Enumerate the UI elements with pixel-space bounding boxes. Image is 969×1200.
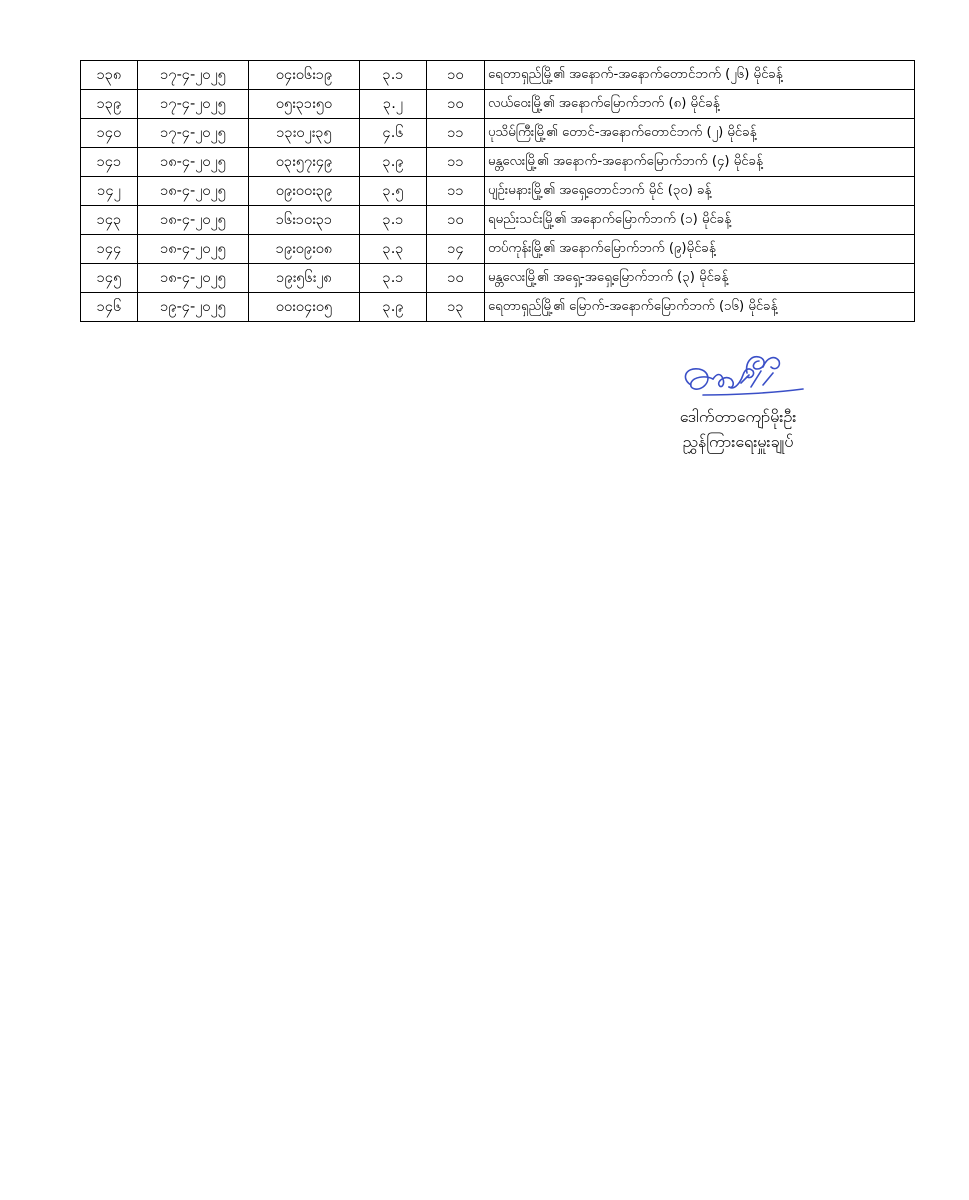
record-location-cell: လယ်ဝေးမြို့၏ အနောက်မြောက်ဘက် (၈) မိုင်ခန့်	[485, 90, 915, 119]
record-number-cell: ၁၄၁	[81, 148, 138, 177]
earthquake-table	[80, 60, 915, 322]
record-location-cell: ရေတာရှည်မြို့၏ အနောက်-အနောက်တောင်ဘက် (၂၆) မိုင်ခန့်	[485, 61, 915, 90]
record-time-cell: ၀၉း၀၀း၃၉	[249, 177, 360, 206]
table-row	[81, 61, 915, 90]
signature-block	[628, 345, 848, 455]
record-number-cell: ၁၄၅	[81, 264, 138, 293]
table-row	[81, 264, 915, 293]
record-date-cell: ၁၉-၄-၂၀၂၅	[138, 293, 249, 322]
record-number-cell: ၁၄၄	[81, 235, 138, 264]
record-magnitude-cell: ၃.၉	[360, 148, 427, 177]
record-depth-cell: ၁၀	[427, 206, 485, 235]
record-depth-cell: ၁၁	[427, 119, 485, 148]
record-time-cell: ၀၄း၀၆း၁၉	[249, 61, 360, 90]
table-row	[81, 293, 915, 322]
record-location-cell: ပျဉ်းမနားမြို့၏ အရှေ့တောင်ဘက် မိုင် (၃၀) ခန့်	[485, 177, 915, 206]
record-magnitude-cell: ၃.၁	[360, 61, 427, 90]
table-row	[81, 148, 915, 177]
record-time-cell: ၁၆း၁၀း၃၁	[249, 206, 360, 235]
record-depth-cell: ၁၁	[427, 177, 485, 206]
record-time-cell: ၀၅း၃၁း၅၀	[249, 90, 360, 119]
record-magnitude-cell: ၃.၁	[360, 264, 427, 293]
record-location-cell: ရေတာရှည်မြို့၏ မြောက်-အနောက်မြောက်ဘက် (၁၆) မိုင်ခန့်	[485, 293, 915, 322]
record-date-cell: ၁၈-၄-၂၀၂၅	[138, 177, 249, 206]
record-time-cell: ၁၉း၀၉း၀၈	[249, 235, 360, 264]
record-magnitude-cell: ၃.၂	[360, 90, 427, 119]
record-time-cell: ၁၉း၅၆း၂၈	[249, 264, 360, 293]
record-magnitude-cell: ၃.၉	[360, 293, 427, 322]
record-date-cell: ၁၈-၄-၂၀၂၅	[138, 206, 249, 235]
record-time-cell: ၀၀း၀၄း၀၅	[249, 293, 360, 322]
table-row	[81, 235, 915, 264]
record-date-cell: ၁၇-၄-၂၀၂၅	[138, 90, 249, 119]
record-magnitude-cell: ၃.၃	[360, 235, 427, 264]
record-depth-cell: ၁၀	[427, 90, 485, 119]
signer-name: ဒေါက်တာကျော်မိုးဦး	[679, 407, 797, 426]
record-location-cell: မန္တလေးမြို့၏ အရှေ့-အရှေ့မြောက်ဘက် (၃) မိုင်ခန့်	[485, 264, 915, 293]
record-location-cell: မန္တလေးမြို့၏ အနောက်-အနောက်မြောက်ဘက် (၄) မိုင်ခန့်	[485, 148, 915, 177]
earthquake-table-body	[81, 61, 915, 322]
record-depth-cell: ၁၀	[427, 61, 485, 90]
record-time-cell: ၁၃း၀၂း၃၅	[249, 119, 360, 148]
record-number-cell: ၁၄၆	[81, 293, 138, 322]
signer-title: ညွှန်ကြားရေးမှူးချုပ်	[682, 432, 794, 451]
record-magnitude-cell: ၃.၁	[360, 206, 427, 235]
record-magnitude-cell: ၃.၅	[360, 177, 427, 206]
record-time-cell: ၀၃း၅၇း၄၉	[249, 148, 360, 177]
record-number-cell: ၁၄၂	[81, 177, 138, 206]
record-number-cell: ၁၄၀	[81, 119, 138, 148]
record-date-cell: ၁၇-၄-၂၀၂၅	[138, 61, 249, 90]
record-date-cell: ၁၈-၄-၂၀၂၅	[138, 148, 249, 177]
record-depth-cell: ၁၄	[427, 235, 485, 264]
record-depth-cell: ၁၀	[427, 264, 485, 293]
record-location-cell: တပ်ကုန်းမြို့၏ အနောက်မြောက်ဘက် (၉)မိုင်ခန့်	[485, 235, 915, 264]
record-date-cell: ၁၇-၄-၂၀၂၅	[138, 119, 249, 148]
record-date-cell: ၁၈-၄-၂၀၂၅	[138, 235, 249, 264]
record-location-cell: ပုသိမ်ကြီးမြို့၏ တောင်-အနောက်တောင်ဘက် (၂) မိုင်ခန့်	[485, 119, 915, 148]
record-depth-cell: ၁၁	[427, 148, 485, 177]
record-number-cell: ၁၃၈	[81, 61, 138, 90]
handwritten-signature	[663, 345, 813, 405]
record-number-cell: ၁၃၉	[81, 90, 138, 119]
table-row	[81, 90, 915, 119]
record-magnitude-cell: ၄.၆	[360, 119, 427, 148]
record-location-cell: ရမည်းသင်းမြို့၏ အနောက်မြောက်ဘက် (၁) မိုင်ခန့်	[485, 206, 915, 235]
table-row	[81, 206, 915, 235]
table-row	[81, 177, 915, 206]
table-row	[81, 119, 915, 148]
record-date-cell: ၁၈-၄-၂၀၂၅	[138, 264, 249, 293]
record-depth-cell: ၁၃	[427, 293, 485, 322]
record-number-cell: ၁၄၃	[81, 206, 138, 235]
